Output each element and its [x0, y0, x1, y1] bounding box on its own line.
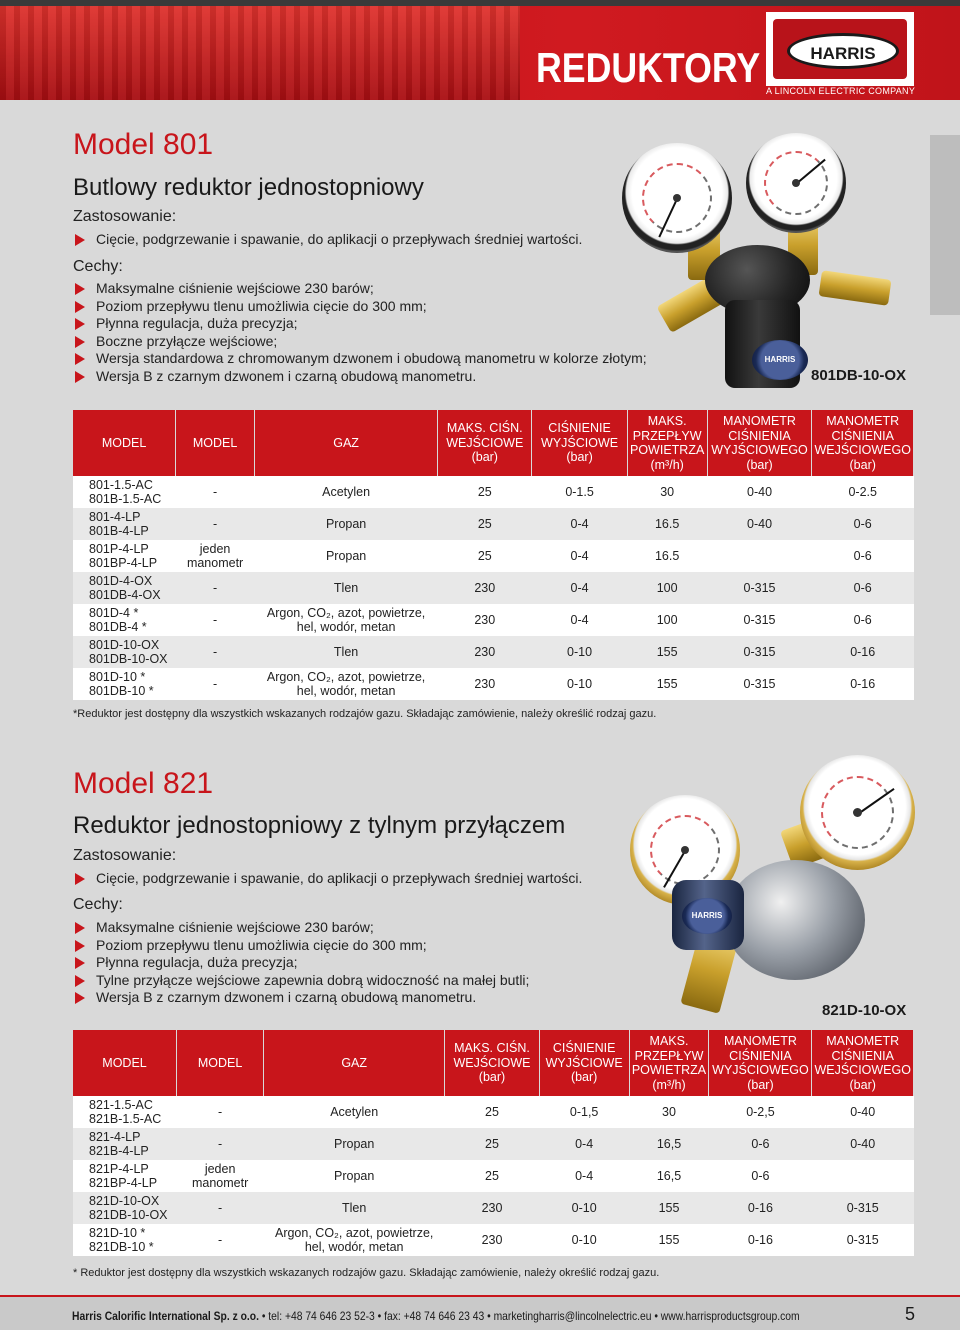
harris-badge: HARRIS — [682, 898, 732, 934]
gauge-out-cell: 0-6 — [709, 1160, 812, 1192]
max-inlet-cell: 25 — [438, 476, 532, 508]
gas-cell: Propan — [255, 540, 438, 572]
flow-cell: 100 — [627, 604, 707, 636]
model2-cell: - — [177, 1096, 264, 1128]
model-801-features-list — [73, 280, 647, 385]
column-header: MANOMETR CIŚNIENIA WEJŚCIOWEGO (bar) — [812, 410, 914, 476]
pressure-gauge-icon — [622, 143, 732, 253]
model-801-application-list — [73, 231, 582, 249]
gas-cell: Acetylen — [264, 1096, 445, 1128]
model-cell: 801-1.5-AC 801B-1.5-AC — [73, 476, 176, 508]
gauge-in-cell: 0-2.5 — [812, 476, 914, 508]
model-801-subtitle: Butlowy reduktor jednostopniowy — [73, 174, 424, 201]
model-821-application-label: Zastosowanie: — [73, 847, 177, 864]
outlet-pressure-cell: 0-4 — [532, 540, 627, 572]
side-tab — [930, 135, 960, 315]
pressure-gauge-icon — [746, 133, 846, 233]
list-item: Maksymalne ciśnienie wejściowe 230 barów; — [73, 280, 647, 298]
model2-cell: - — [177, 1192, 264, 1224]
gauge-in-cell: 0-16 — [812, 668, 914, 700]
max-inlet-cell: 25 — [445, 1128, 540, 1160]
list-item: Wersja B z czarnym dzwonem i czarną obudową manometru. — [73, 989, 529, 1007]
model-821-application-list — [73, 870, 582, 888]
gauge-in-cell: 0-315 — [812, 1192, 914, 1224]
gauge-out-cell: 0-315 — [707, 636, 812, 668]
column-header: MODEL — [176, 410, 255, 476]
table-row — [73, 1096, 914, 1128]
column-header: MODEL — [73, 1030, 177, 1096]
table-row — [73, 476, 914, 508]
flow-cell: 30 — [629, 1096, 709, 1128]
model-801-product-label: 801DB-10-OX — [811, 367, 907, 384]
footer-contact[interactable]: tel: +48 74 646 23 52-3 • fax: +48 74 646 23 43 • marketingharris@lincolnelectric.eu • www.harrisproductsgroup.com — [268, 1309, 800, 1323]
max-inlet-cell: 230 — [438, 572, 532, 604]
model-cell: 821-4-LP 821B-4-LP — [73, 1128, 177, 1160]
model-801-heading: Model 801 — [73, 128, 214, 161]
harris-logo[interactable] — [766, 12, 914, 86]
outlet-pressure-cell: 0-4 — [539, 1160, 629, 1192]
gas-cell: Acetylen — [255, 476, 438, 508]
model2-cell: - — [177, 1128, 264, 1160]
gauge-out-cell: 0-40 — [707, 476, 812, 508]
gas-cell: Propan — [264, 1128, 445, 1160]
gauge-in-cell: 0-6 — [812, 508, 914, 540]
outlet-pressure-cell: 0-4 — [532, 508, 627, 540]
model-cell: 801-4-LP 801B-4-LP — [73, 508, 176, 540]
column-header: CIŚNIENIE WYJŚCIOWE (bar) — [539, 1030, 629, 1096]
header-top-strip — [0, 0, 960, 6]
table-row — [73, 1192, 914, 1224]
page-number: 5 — [905, 1304, 916, 1324]
gauge-in-cell: 0-40 — [812, 1096, 914, 1128]
gauge-out-cell: 0-40 — [707, 508, 812, 540]
page-footer — [0, 1295, 960, 1330]
gas-cell: Propan — [255, 508, 438, 540]
gauge-out-cell: 0-2,5 — [709, 1096, 812, 1128]
column-header: GAZ — [264, 1030, 445, 1096]
outlet-pressure-cell: 0-4 — [532, 604, 627, 636]
outlet-pressure-cell: 0-1,5 — [539, 1096, 629, 1128]
column-header: MANOMETR CIŚNIENIA WEJŚCIOWEGO (bar) — [812, 1030, 914, 1096]
gas-cell: Tlen — [264, 1192, 445, 1224]
model-801-features-label: Cechy: — [73, 258, 123, 275]
flow-cell: 16,5 — [629, 1128, 709, 1160]
regulator-body — [725, 860, 865, 980]
model-cell: 801D-10-OX 801DB-10-OX — [73, 636, 176, 668]
model-801-spec-table — [73, 410, 914, 700]
gas-cell: Propan — [264, 1160, 445, 1192]
logo-oval — [787, 33, 899, 69]
gauge-out-cell: 0-315 — [707, 572, 812, 604]
gauge-in-cell: 0-40 — [812, 1128, 914, 1160]
max-inlet-cell: 230 — [445, 1224, 540, 1256]
list-item: Cięcie, podgrzewanie i spawanie, do aplikacji o przepływach średniej wartości. — [73, 870, 582, 888]
model-821-features-list — [73, 919, 529, 1007]
outlet-fitting — [819, 270, 892, 305]
gauge-in-cell: 0-6 — [812, 604, 914, 636]
pressure-gauge-icon — [800, 755, 915, 870]
outlet-pressure-cell: 0-10 — [539, 1224, 629, 1256]
harris-badge: HARRIS — [752, 340, 808, 380]
gas-cell: Tlen — [255, 636, 438, 668]
flow-cell: 155 — [629, 1192, 709, 1224]
column-header: MANOMETR CIŚNIENIA WYJŚCIOWEGO (bar) — [709, 1030, 812, 1096]
list-item: Wersja B z czarnym dzwonem i czarną obudową manometru. — [73, 368, 647, 386]
column-header: MANOMETR CIŚNIENIA WYJŚCIOWEGO (bar) — [707, 410, 812, 476]
model-cell: 821D-10-OX 821DB-10-OX — [73, 1192, 177, 1224]
gauge-out-cell: 0-16 — [709, 1192, 812, 1224]
max-inlet-cell: 25 — [445, 1160, 540, 1192]
model-821-features-label: Cechy: — [73, 896, 123, 913]
list-item: Płynna regulacja, duża precyzja; — [73, 954, 529, 972]
gas-cell: Argon, CO₂, azot, powietrze, hel, wodór, metan — [255, 604, 438, 636]
list-item: Boczne przyłącze wejściowe; — [73, 333, 647, 351]
flow-cell: 16,5 — [629, 1160, 709, 1192]
column-header: MAKS. CIŚN. WEJŚCIOWE (bar) — [445, 1030, 540, 1096]
model2-cell: - — [176, 476, 255, 508]
model-821-subtitle: Reduktor jednostopniowy z tylnym przyłączem — [73, 812, 566, 839]
model2-cell: - — [176, 636, 255, 668]
table-header-row — [73, 1030, 914, 1096]
flow-cell: 155 — [627, 668, 707, 700]
list-item: Cięcie, podgrzewanie i spawanie, do aplikacji o przepływach średniej wartości. — [73, 231, 582, 249]
flow-cell: 155 — [627, 636, 707, 668]
model2-cell: - — [176, 604, 255, 636]
gauge-in-cell: 0-6 — [812, 540, 914, 572]
column-header: CIŚNIENIE WYJŚCIOWE (bar) — [532, 410, 627, 476]
column-header: MODEL — [73, 410, 176, 476]
gas-cell: Argon, CO₂, azot, powietrze, hel, wodór, metan — [255, 668, 438, 700]
outlet-pressure-cell: 0-4 — [539, 1128, 629, 1160]
model2-cell: - — [176, 508, 255, 540]
table-row — [73, 540, 914, 572]
model2-cell: - — [176, 572, 255, 604]
table-row — [73, 636, 914, 668]
list-item: Tylne przyłącze wejściowe zapewnia dobrą widoczność na małej butli; — [73, 972, 529, 990]
table-row — [73, 1224, 914, 1256]
gauge-out-cell — [707, 540, 812, 572]
gauge-in-cell: 0-6 — [812, 572, 914, 604]
model-821-footnote: * Reduktor jest dostępny dla wszystkich wskazanych rodzajów gazu. Składając zamówienie, należy określić rodzaj gazu. — [73, 1267, 660, 1279]
gauge-out-cell: 0-16 — [709, 1224, 812, 1256]
max-inlet-cell: 230 — [438, 604, 532, 636]
model-801-footnote: *Reduktor jest dostępny dla wszystkich wskazanych rodzajów gazu. Składając zamówienie, należy określić rodzaj gazu. — [73, 708, 657, 720]
column-header: MAKS. CIŚN. WEJŚCIOWE (bar) — [438, 410, 532, 476]
model-801-application-label: Zastosowanie: — [73, 208, 177, 225]
header-photo — [0, 0, 520, 100]
table-row — [73, 604, 914, 636]
model2-cell: jeden manometr — [176, 540, 255, 572]
max-inlet-cell: 230 — [445, 1192, 540, 1224]
flow-cell: 16.5 — [627, 540, 707, 572]
outlet-pressure-cell: 0-10 — [532, 668, 627, 700]
model-821-heading: Model 821 — [73, 767, 214, 800]
outlet-pressure-cell: 0-10 — [532, 636, 627, 668]
logo-text: HARRIS — [810, 44, 876, 63]
gauge-in-cell — [812, 1160, 914, 1192]
model-cell: 801D-4-OX 801DB-4-OX — [73, 572, 176, 604]
model-cell: 801D-4 * 801DB-4 * — [73, 604, 176, 636]
model-cell: 801P-4-LP 801BP-4-LP — [73, 540, 176, 572]
column-header: MAKS. PRZEPŁYW POWIETRZA (m³/h) — [627, 410, 707, 476]
flow-cell: 30 — [627, 476, 707, 508]
flow-cell: 155 — [629, 1224, 709, 1256]
model2-cell: jeden manometr — [177, 1160, 264, 1192]
table-header-row — [73, 410, 914, 476]
gauge-out-cell: 0-6 — [709, 1128, 812, 1160]
table-row — [73, 572, 914, 604]
flow-cell: 100 — [627, 572, 707, 604]
gauge-out-cell: 0-315 — [707, 604, 812, 636]
max-inlet-cell: 25 — [438, 508, 532, 540]
footer-separator: • — [261, 1309, 269, 1323]
max-inlet-cell: 25 — [445, 1096, 540, 1128]
model2-cell: - — [176, 668, 255, 700]
footer-company: Harris Calorific International Sp. z o.o. — [72, 1309, 259, 1323]
outlet-pressure-cell: 0-1.5 — [532, 476, 627, 508]
footer-text — [72, 1309, 800, 1323]
list-item: Poziom przepływu tlenu umożliwia cięcie do 300 mm; — [73, 937, 529, 955]
gauge-in-cell: 0-315 — [812, 1224, 914, 1256]
page-title: REDUKTORY — [536, 44, 761, 91]
table-row — [73, 668, 914, 700]
logo-tagline: A LINCOLN ELECTRIC COMPANY — [766, 86, 916, 96]
gauge-out-cell: 0-315 — [707, 668, 812, 700]
model-cell: 821P-4-LP 821BP-4-LP — [73, 1160, 177, 1192]
list-item: Maksymalne ciśnienie wejściowe 230 barów; — [73, 919, 529, 937]
max-inlet-cell: 230 — [438, 668, 532, 700]
gas-cell: Tlen — [255, 572, 438, 604]
column-header: GAZ — [255, 410, 438, 476]
table-row — [73, 1160, 914, 1192]
flow-cell: 16.5 — [627, 508, 707, 540]
outlet-pressure-cell: 0-4 — [532, 572, 627, 604]
model-821-spec-table — [73, 1030, 914, 1256]
model-cell: 821D-10 * 821DB-10 * — [73, 1224, 177, 1256]
gauge-in-cell: 0-16 — [812, 636, 914, 668]
max-inlet-cell: 230 — [438, 636, 532, 668]
list-item: Wersja standardowa z chromowanym dzwonem i obudową manometru w kolorze złotym; — [73, 350, 647, 368]
table-row — [73, 1128, 914, 1160]
gas-cell: Argon, CO₂, azot, powietrze, hel, wodór, metan — [264, 1224, 445, 1256]
column-header: MODEL — [177, 1030, 264, 1096]
column-header: MAKS. PRZEPŁYW POWIETRZA (m³/h) — [629, 1030, 709, 1096]
logo-background — [773, 19, 907, 79]
model-cell: 801D-10 * 801DB-10 * — [73, 668, 176, 700]
outlet-pressure-cell: 0-10 — [539, 1192, 629, 1224]
model2-cell: - — [177, 1224, 264, 1256]
model-821-product-label: 821D-10-OX — [822, 1002, 907, 1019]
table-row — [73, 508, 914, 540]
model-cell: 821-1.5-AC 821B-1.5-AC — [73, 1096, 177, 1128]
list-item: Poziom przepływu tlenu umożliwia cięcie do 300 mm; — [73, 298, 647, 316]
max-inlet-cell: 25 — [438, 540, 532, 572]
list-item: Płynna regulacja, duża precyzja; — [73, 315, 647, 333]
